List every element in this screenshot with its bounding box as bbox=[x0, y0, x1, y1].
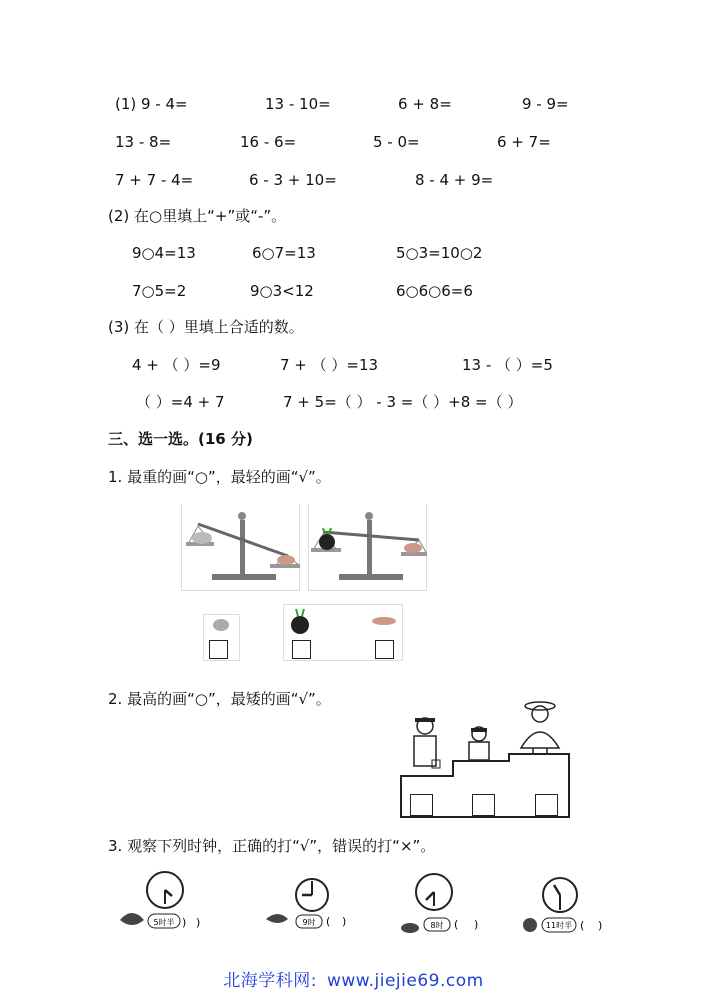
equation: 9 - 4= bbox=[141, 95, 188, 113]
footer-url[interactable]: www.jiejie69.com bbox=[326, 971, 484, 991]
q2-title: (2) 在○里填上“+”或“-”。 bbox=[108, 207, 287, 225]
equation: 9 - 9= bbox=[522, 95, 569, 113]
person-icon bbox=[521, 702, 559, 753]
small-bird-icon bbox=[266, 914, 288, 923]
radish-icon bbox=[291, 616, 309, 634]
answer-box[interactable] bbox=[535, 794, 558, 816]
clock-time-label: 8时 bbox=[430, 921, 444, 930]
section-heading: 三、选一选。(16 分) bbox=[108, 430, 253, 448]
answer-box[interactable] bbox=[472, 794, 495, 816]
equation: 6○7=13 bbox=[252, 244, 316, 262]
clock-item-2 bbox=[260, 875, 360, 940]
equation: 13 - （ ）=5 bbox=[462, 356, 553, 374]
svg-text:(: ( bbox=[454, 918, 459, 931]
lion-icon bbox=[523, 918, 537, 932]
equation: 7 + 5=（ ） - 3 =（ ）+8 =（ ） bbox=[283, 393, 523, 411]
equation: 13 - 8= bbox=[115, 133, 172, 151]
equation: 6 - 3 + 10= bbox=[249, 171, 337, 189]
clock-item-4 bbox=[518, 875, 618, 940]
q3-title: (3) 在（ ）里填上合适的数。 bbox=[108, 318, 304, 336]
clock-time-label: 9时 bbox=[302, 918, 316, 927]
equation: 5 - 0= bbox=[373, 133, 420, 151]
equation: 6 + 7= bbox=[497, 133, 551, 151]
equation: 7○5=2 bbox=[132, 282, 187, 300]
footer-site-name: 北海学科网: bbox=[223, 971, 318, 991]
equation: 8 - 4 + 9= bbox=[415, 171, 494, 189]
footer-watermark bbox=[0, 966, 707, 991]
equation: 7 + （ ）=13 bbox=[280, 356, 379, 374]
question-2-text: 2. 最高的画“○”，最矮的画“√”。 bbox=[108, 690, 331, 708]
svg-text:(: ( bbox=[580, 919, 585, 932]
scale-icon bbox=[309, 504, 426, 590]
equation: 6 + 8= bbox=[398, 95, 452, 113]
clock-item-1 bbox=[110, 870, 210, 940]
bird-icon bbox=[120, 913, 144, 925]
svg-text:): ) bbox=[474, 918, 479, 931]
equation: 6○6○6=6 bbox=[396, 282, 473, 300]
equation: 13 - 10= bbox=[265, 95, 331, 113]
answer-box[interactable] bbox=[209, 640, 228, 659]
equation: 5○3=10○2 bbox=[396, 244, 483, 262]
equation: 7 + 7 - 4= bbox=[115, 171, 194, 189]
person-icon bbox=[414, 718, 440, 768]
svg-text:): ) bbox=[598, 919, 603, 932]
equation: 16 - 6= bbox=[240, 133, 297, 151]
svg-text:(: ( bbox=[326, 915, 331, 928]
equation: （ ）=4 + 7 bbox=[136, 393, 225, 411]
clock-time-label: 5时半 bbox=[153, 918, 175, 927]
question-3-text: 3. 观察下列时钟，正确的打“√”，错误的打“×”。 bbox=[108, 837, 436, 855]
clock-time-label: 11时半 bbox=[545, 921, 573, 930]
person-icon bbox=[469, 727, 489, 760]
scale-icon bbox=[182, 504, 299, 590]
question-1-text: 1. 最重的画“○”，最轻的画“√”。 bbox=[108, 468, 331, 486]
balance-scale-1 bbox=[181, 504, 300, 591]
q1-label: (1) bbox=[115, 95, 137, 113]
equation: 9○4=13 bbox=[132, 244, 196, 262]
equation: 9○3<12 bbox=[250, 282, 314, 300]
svg-text:): ) bbox=[182, 916, 187, 929]
crab-icon bbox=[401, 923, 419, 933]
answer-box[interactable] bbox=[375, 640, 394, 659]
balance-scale-2 bbox=[308, 504, 427, 591]
answer-box[interactable] bbox=[410, 794, 433, 816]
equation: 4 + （ ）=9 bbox=[132, 356, 221, 374]
svg-text:): ) bbox=[196, 916, 201, 929]
answer-box[interactable] bbox=[292, 640, 311, 659]
clock-item-3 bbox=[390, 870, 490, 940]
svg-text:): ) bbox=[342, 915, 347, 928]
carrot-icon bbox=[372, 617, 396, 625]
